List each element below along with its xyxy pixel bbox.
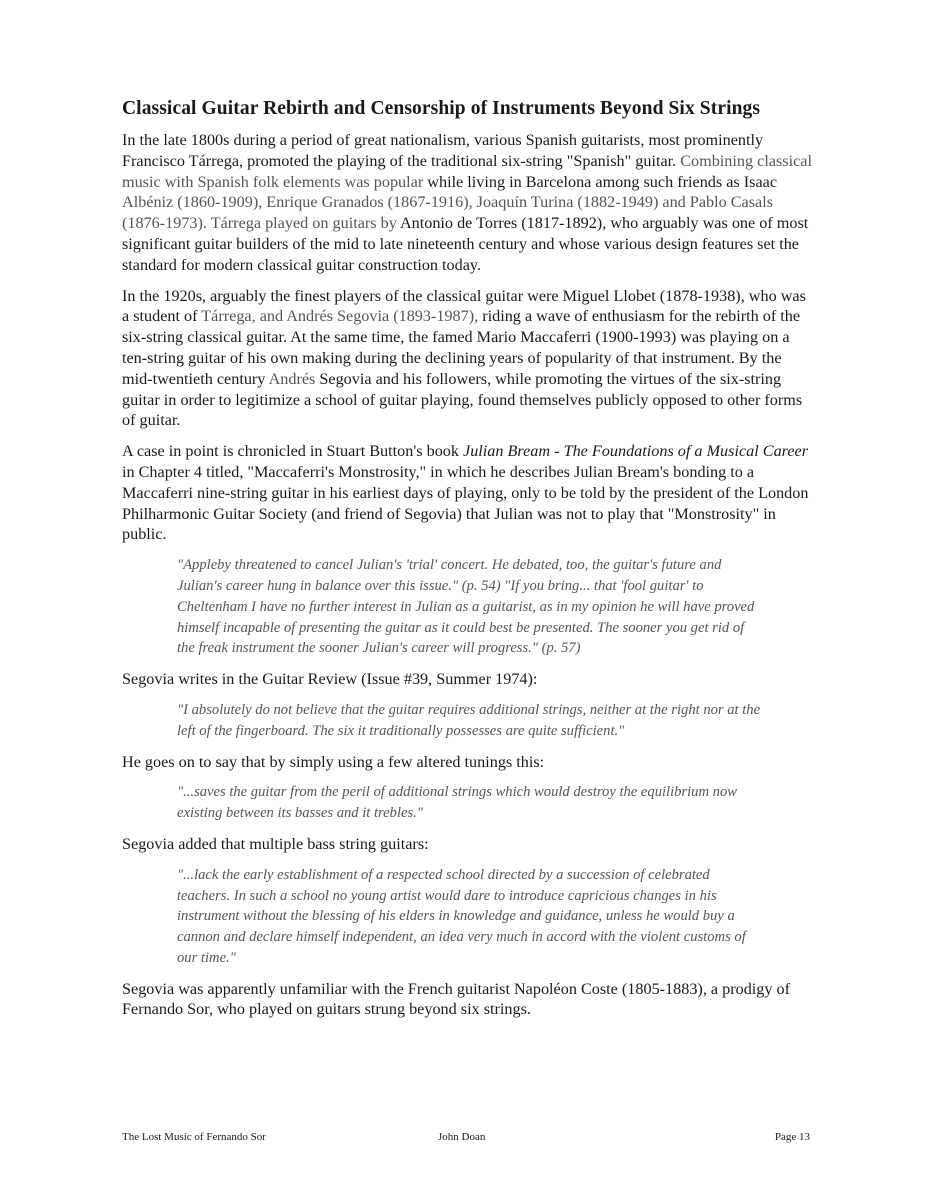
paragraph-2-text-a: In the 1920s, arguably the finest players of the classical guitar were Miguel Llobet (1878-1938), who was a student of (122, 286, 806, 326)
paragraph-1 (122, 130, 812, 276)
quote-1: "Appleby threatened to cancel Julian's 'trial' concert. He debated, too, the guitar's future and Julian's career hung in balance over this issue." (p. 54) "If you bring... that 'fool guitar' to Cheltenham I have no further interest in Julian as a guitarist, as in my opinion he will have proved himself incapable of presenting the guitar as it could best be presented. The sooner you get rid of the freak instrument the sooner Julian's career will progress." (p. 57) (177, 557, 755, 657)
paragraph-1-text-e: Antonio de Torres (1817-1892), who arguably was one of most significant guitar builders of the mid to late nineteenth century and whose various design features set the standard for modern classical guitar construction today. (122, 214, 809, 274)
document-page (122, 98, 812, 1030)
paragraph-1-text-d: Albéniz (1860-1909), Enrique Granados (1867-1916), Joaquín Turina (1882-1949) and Pablo Casals (1876-1973). Tárrega played on guitars by (122, 193, 773, 233)
footer-book-title: The Lost Music of Fernando Sor (122, 1131, 266, 1143)
footer-author: John Doan (438, 1131, 486, 1143)
paragraph-3 (122, 441, 812, 545)
paragraph-2 (122, 286, 812, 432)
footer-page-number: Page 13 (774, 1131, 810, 1143)
paragraph-3-text-a: A case in point is chronicled in Stuart Button's book (122, 442, 464, 461)
paragraph-2-text-e: Segovia and his followers, while promoting the virtues of the six-string guitar in order to legitimize a school of guitar playing, found themselves publicly opposed to other forms of guitar. (122, 369, 803, 430)
quote-4: "...lack the early establishment of a respected school directed by a succession of celebrated teachers. In such a school no young artist would dare to introduce capricious changes in his instrument without the blessing of his elders in knowledge and guidance, unless he would buy a cannon and declare himself independent, an idea very much in accord with the violent customs of our time." (177, 866, 746, 966)
paragraph-7: Segovia was apparently unfamiliar with the French guitarist Napoléon Coste (1805-1883), a prodigy of Fernando Sor, who played on guitars strung beyond six strings. (122, 979, 791, 1019)
paragraph-1-text-c: while living in Barcelona among such friends as Isaac (427, 172, 778, 191)
page-footer (122, 1131, 810, 1147)
quote-2: "I absolutely do not believe that the guitar requires additional strings, neither at the right nor at the left of the fingerboard. The six it traditionally possesses are quite sufficient." (177, 701, 761, 739)
quote-3: "...saves the guitar from the peril of additional strings which would destroy the equilibrium now existing between its basses and it trebles." (177, 784, 737, 822)
paragraph-4: Segovia writes in the Guitar Review (Issue #39, Summer 1974): (122, 670, 538, 689)
paragraph-3-text-b: in Chapter 4 titled, "Maccaferri's Monstrosity," in which he describes Julian Bream's bonding to a Maccaferri nine-string guitar in his earliest days of playing, only to be told by the president of the London Philharmonic Guitar Society (and friend of Segovia) that Julian was not to play that "Monstrosity" in public. (122, 462, 809, 544)
paragraph-6: Segovia added that multiple bass string guitars: (122, 834, 429, 853)
paragraph-1-text-b: Combining classical music with Spanish folk elements was popular (122, 151, 812, 191)
paragraph-5: He goes on to say that by simply using a few altered tunings this: (122, 752, 545, 771)
paragraph-1-text-a: In the late 1800s during a period of great nationalism, various Spanish guitarists, most prominently Francisco Tárrega, promoted the playing of the traditional six-string "Spanish" guitar. (122, 131, 764, 170)
paragraph-2-text-c: riding a wave of enthusiasm for the rebirth of the six-string classical guitar. At the same time, the famed Mario Maccaferri (1900-1993) was playing on a ten-string guitar of his own making during the declining years of popularity of that instrument. By the mid-twentieth century (122, 307, 801, 388)
page-title: Classical Guitar Rebirth and Censorship of Instruments Beyond Six Strings (122, 98, 761, 119)
paragraph-2-text-d: Andrés (268, 369, 316, 388)
book-title: Julian Bream - The Foundations of a Musical Career (463, 442, 809, 461)
paragraph-2-text-b: Tárrega, and Andrés Segovia (1893-1987), (201, 307, 479, 326)
